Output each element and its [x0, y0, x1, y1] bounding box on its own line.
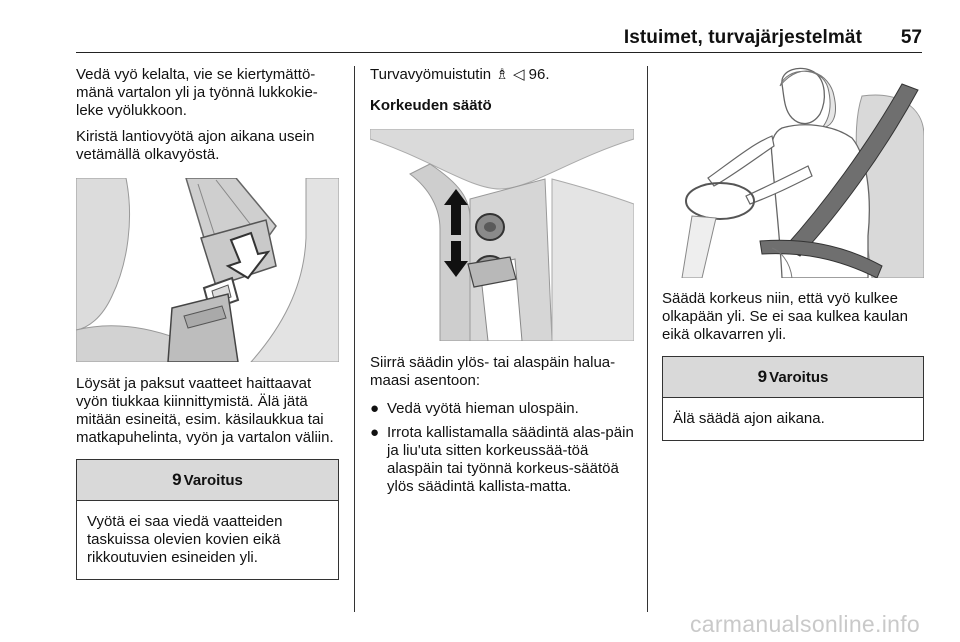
seatbelt-reminder-icon: ♗ [495, 66, 509, 83]
cross-reference [370, 66, 634, 84]
column-right [662, 66, 924, 441]
list-item [370, 424, 634, 496]
column-middle [370, 66, 634, 502]
column-divider [647, 66, 648, 612]
watermark: carmanualsonline.info [689, 611, 920, 637]
paragraph: Säädä korkeus niin, että vyö kulkee olkapään yli. Se ei saa kulkea kaulan eikä olkavarren yli. [662, 290, 908, 343]
warning-triangle-icon: 9 [757, 367, 768, 386]
reference-text: Turvavyömuistutin [370, 66, 492, 83]
warning-box [662, 356, 924, 441]
warning-title: Varoitus [183, 471, 243, 489]
bullet-icon: ● [370, 424, 380, 441]
warning-box [76, 459, 339, 580]
warning-text: Älä säädä ajon aikana. [673, 410, 825, 427]
warning-triangle-icon: 9 [172, 470, 182, 489]
paragraph: Siirrä säädin ylös- tai alaspäin halua-maasi asentoon: [370, 354, 616, 389]
section-title: Istuimet, turvajärjestelmät [623, 27, 862, 48]
belt-position-illustration [662, 66, 924, 278]
list-item-text: Vedä vyötä hieman ulospäin. [387, 400, 579, 417]
warning-header [77, 460, 338, 501]
column-left [76, 66, 339, 580]
warning-header [663, 357, 923, 398]
section-heading: Korkeuden säätö [370, 97, 492, 114]
page-number: 57 [900, 27, 922, 48]
paragraph: Kiristä lantiovyötä ajon aikana usein vetämällä olkavyöstä. [76, 128, 315, 163]
list-item [370, 400, 634, 418]
bullet-icon: ● [370, 400, 380, 417]
height-adjuster-illustration [370, 129, 634, 341]
warning-text: Vyötä ei saa viedä vaatteiden taskuissa olevien kovien eikä rikkoutuvien esineiden yli. [87, 513, 283, 566]
paragraph: Löysät ja paksut vaatteet haittaavat vyön tiukkaa kiinnittymistä. Älä jätä mitään esineitä, esim. käsilaukkua tai matkapuhelinta, vyön ja vartalon väliin. [76, 375, 334, 446]
buckle-illustration [76, 178, 339, 362]
column-divider [354, 66, 355, 612]
paragraph: Vedä vyö kelalta, vie se kiertymättö-mänä vartalon yli ja työnnä lukkokie-leke vyölukkoon. [76, 66, 318, 119]
page-header [76, 26, 922, 53]
instruction-list [370, 400, 634, 496]
page-reference[interactable]: 96. [528, 66, 550, 83]
page-reference-arrow-icon[interactable]: ◁ [512, 66, 525, 83]
warning-title: Varoitus [769, 368, 829, 386]
list-item-text: Irrota kallistamalla säädintä alas-päin ja liu'uta sitten korkeussää-töä alaspäin tai työnnä korkeus-säätöä ylös säädintä kallista-matta. [387, 424, 634, 495]
